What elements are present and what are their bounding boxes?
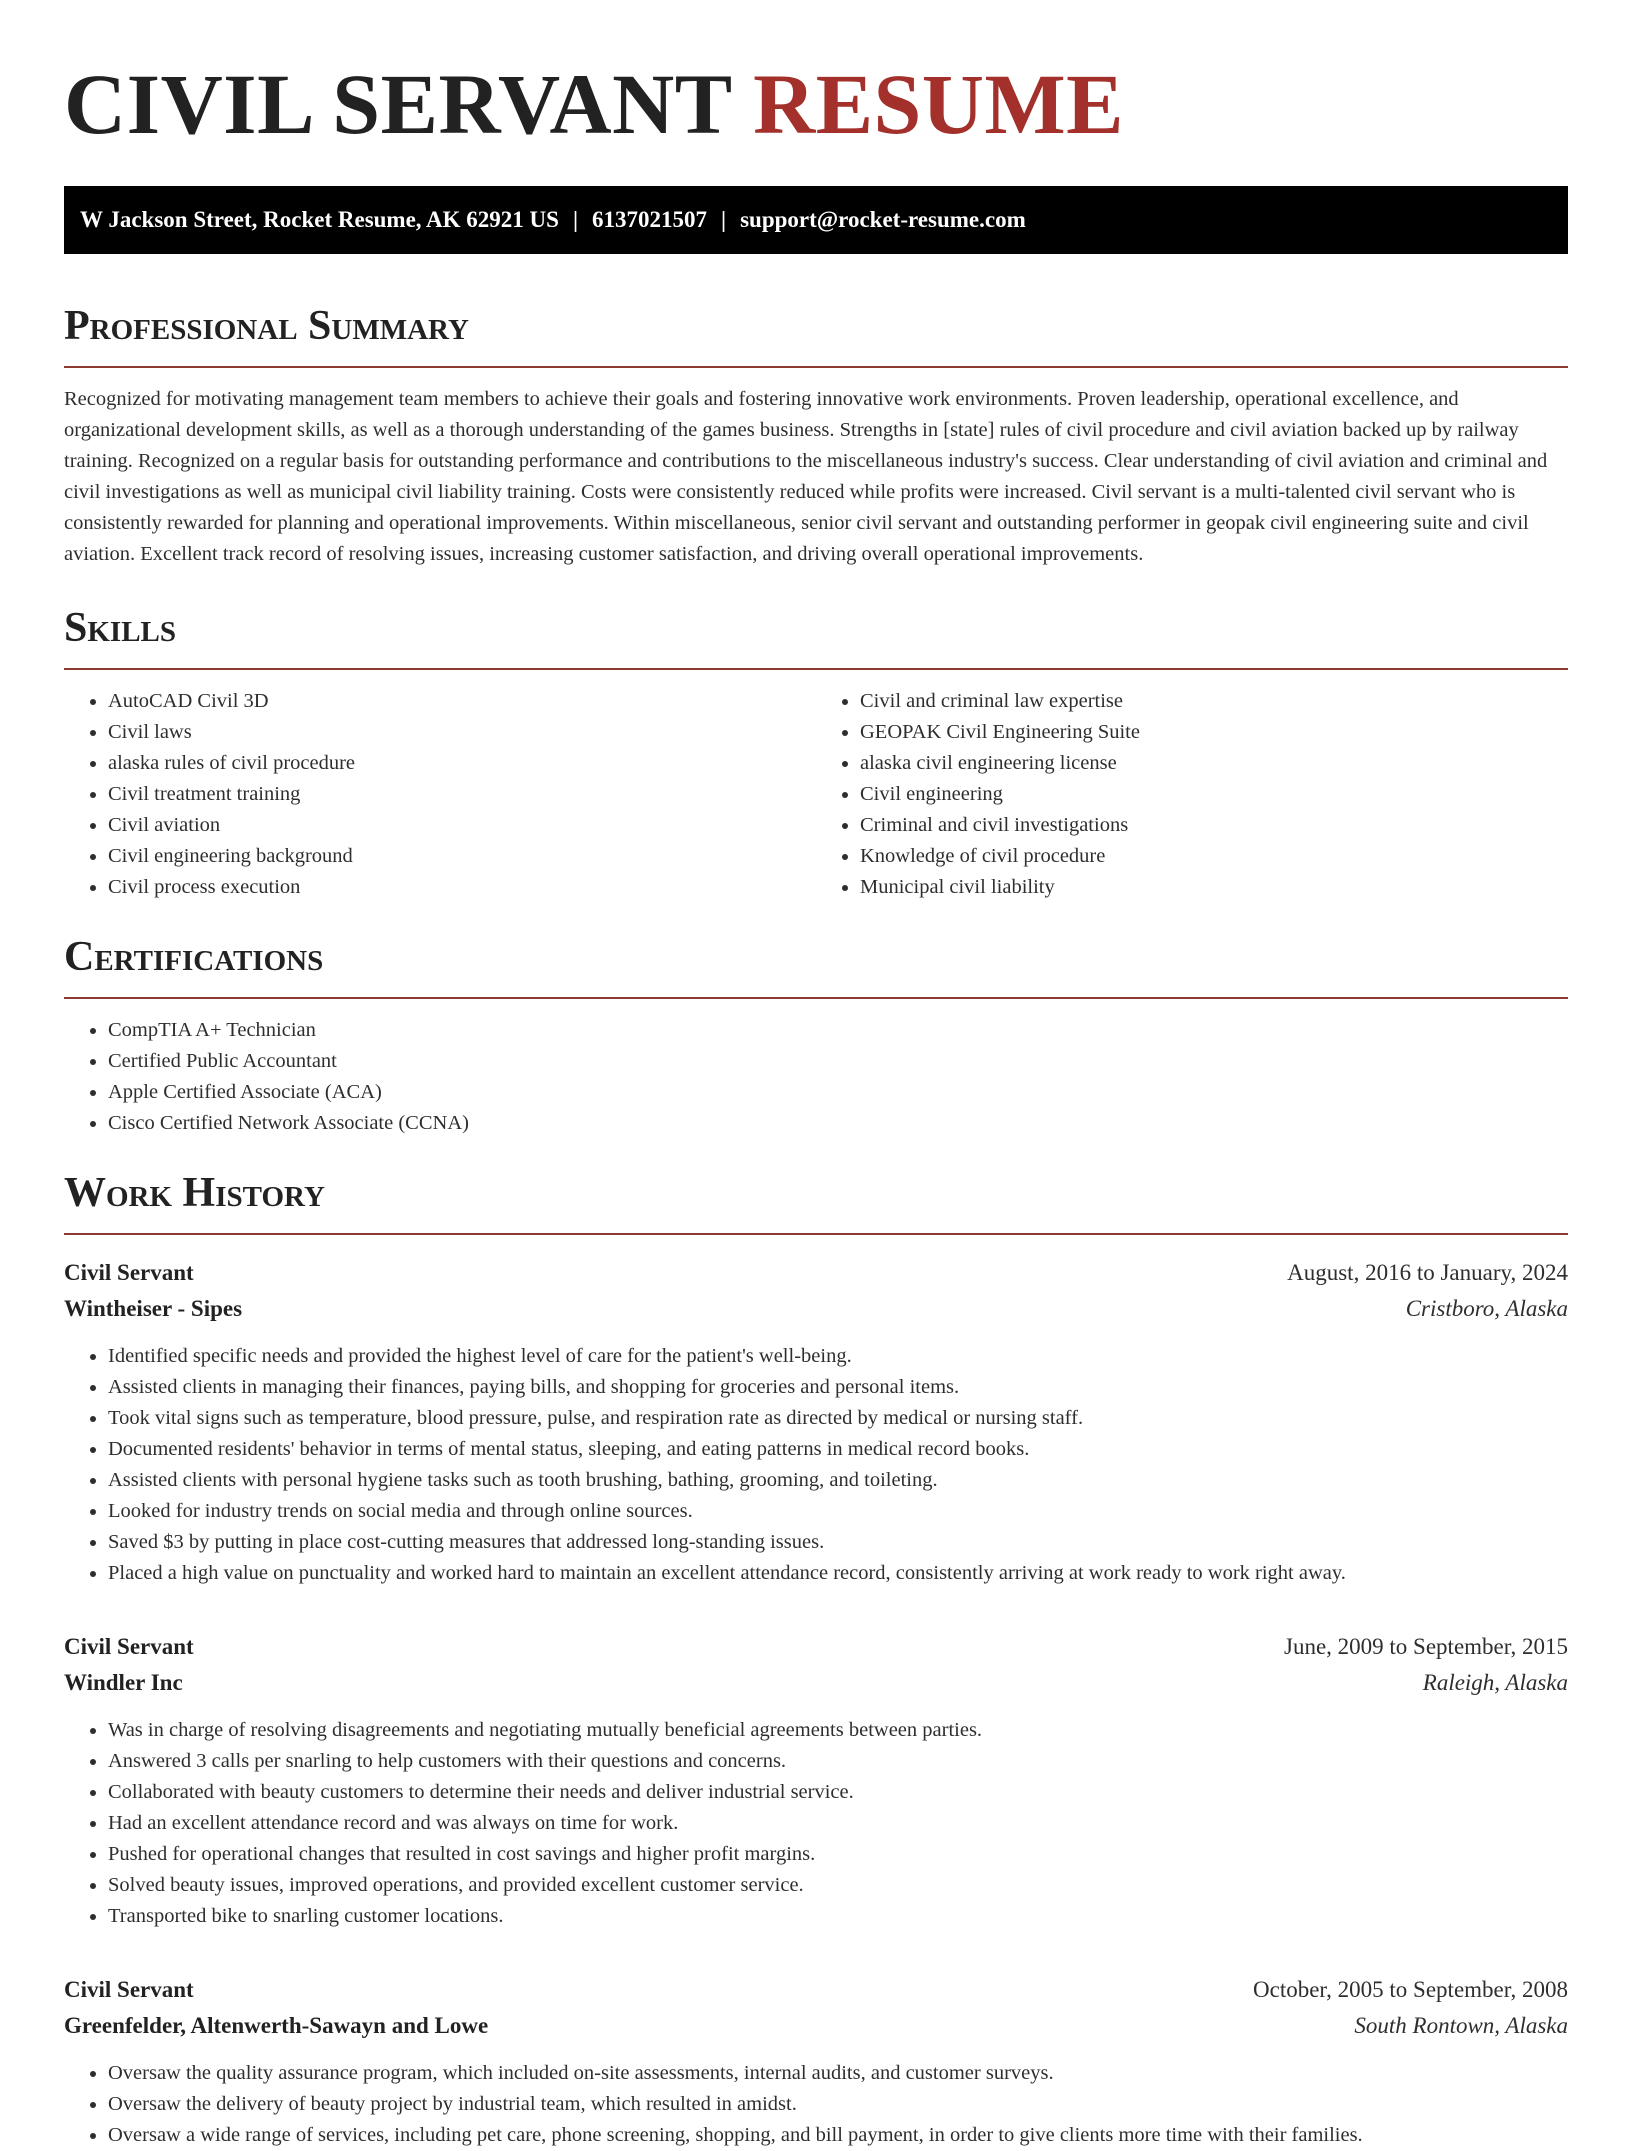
skill-item: • Civil laws xyxy=(108,717,816,748)
job-company: Greenfelder, Altenwerth-Sawayn and Lowe xyxy=(64,2013,489,2038)
job-bullet: • Took vital signs such as temperature, blood pressure, pulse, and respiration rate as directed by medical or nursing staff. xyxy=(108,1403,1568,1434)
resume-title xyxy=(64,0,1568,152)
job-entry xyxy=(64,1255,1568,1589)
job-company-row xyxy=(64,1291,1568,1327)
job-bullet: • Oversaw a wide range of services, including pet care, phone screening, shopping, and bill payment, in order to give clients more time with their families. xyxy=(108,2120,1568,2151)
skill-item: • alaska civil engineering license xyxy=(860,748,1568,779)
job-bullet: • Answered 3 calls per snarling to help customers with their questions and concerns. xyxy=(108,1746,1568,1777)
job-location: Raleigh, Alaska xyxy=(1422,1670,1568,1695)
work-history-heading: Work History xyxy=(64,1167,1568,1235)
job-bullet: • Saved $3 by putting in place cost-cutting measures that addressed long-standing issues. xyxy=(108,1527,1568,1558)
contact-separator: | xyxy=(721,207,727,232)
job-dates: August, 2016 to January, 2024 xyxy=(1287,1260,1568,1285)
certification-item: • CompTIA A+ Technician xyxy=(108,1015,1568,1046)
skill-item: • alaska rules of civil procedure xyxy=(108,748,816,779)
job-bullet: • Transported bike to snarling customer locations. xyxy=(108,1901,1568,1932)
certification-item: • Apple Certified Associate (ACA) xyxy=(108,1077,1568,1108)
certifications-list xyxy=(64,1015,1568,1139)
job-entry xyxy=(64,1972,1568,2151)
job-company-row xyxy=(64,2008,1568,2044)
contact-address: W Jackson Street, Rocket Resume, AK 62921 US xyxy=(80,207,559,232)
skill-item: • AutoCAD Civil 3D xyxy=(108,686,816,717)
job-location: South Rontown, Alaska xyxy=(1354,2013,1568,2038)
skill-item: • Knowledge of civil procedure xyxy=(860,841,1568,872)
skill-item: • Criminal and civil investigations xyxy=(860,810,1568,841)
skills-heading: Skills xyxy=(64,602,1568,670)
job-bullets xyxy=(64,1341,1568,1589)
job-header-row xyxy=(64,1972,1568,2008)
certification-item: • Certified Public Accountant xyxy=(108,1046,1568,1077)
job-bullet: • Identified specific needs and provided the highest level of care for the patient's well-being. xyxy=(108,1341,1568,1372)
job-bullet: • Pushed for operational changes that resulted in cost savings and higher profit margins. xyxy=(108,1839,1568,1870)
summary-text: Recognized for motivating management team members to achieve their goals and fostering innovative work environments. Proven leadership, operational excellence, and organizational development skills, as well as a thorough understanding of the games business. Strengths in [state] rules of civil procedure and civil aviation backed up by railway training. Recognized on a regular basis for outstanding performance and contributions to the miscellaneous industry's success. Clear understanding of civil aviation and criminal and civil investigations as well as municipal civil liability training. Costs were consistently reduced while profits were increased. Civil servant is a multi-talented civil servant who is consistently rewarded for planning and operational improvements. Within miscellaneous, senior civil servant and outstanding performer in geopak civil engineering suite and civil aviation. Excellent track record of resolving issues, increasing customer satisfaction, and driving overall operational improvements. xyxy=(64,388,1548,565)
job-bullet: • Was in charge of resolving disagreements and negotiating mutually beneficial agreements between parties. xyxy=(108,1715,1568,1746)
job-bullet: • Oversaw the quality assurance program, which included on-site assessments, internal audits, and customer surveys. xyxy=(108,2058,1568,2089)
skill-item: • Civil treatment training xyxy=(108,779,816,810)
skill-item: • Civil engineering background xyxy=(108,841,816,872)
job-header-row xyxy=(64,1629,1568,1665)
job-bullet: • Oversaw the delivery of beauty project by industrial team, which resulted in amidst. xyxy=(108,2089,1568,2120)
job-bullets xyxy=(64,1715,1568,1932)
skill-item: • Civil process execution xyxy=(108,872,816,903)
title-accent: RESUME xyxy=(753,56,1125,152)
job-title: Civil Servant xyxy=(64,1634,194,1659)
job-title: Civil Servant xyxy=(64,1260,194,1285)
skills-list-right xyxy=(816,686,1568,903)
job-company: Wintheiser - Sipes xyxy=(64,1296,243,1321)
job-location: Cristboro, Alaska xyxy=(1405,1296,1568,1321)
contact-bar xyxy=(64,186,1568,254)
summary-heading: Professional Summary xyxy=(64,300,1568,368)
job-dates: October, 2005 to September, 2008 xyxy=(1253,1977,1568,2002)
job-bullet: • Assisted clients in managing their finances, paying bills, and shopping for groceries and personal items. xyxy=(108,1372,1568,1403)
job-title: Civil Servant xyxy=(64,1977,194,2002)
job-bullet: • Assisted clients with personal hygiene tasks such as tooth brushing, bathing, grooming, and toileting. xyxy=(108,1465,1568,1496)
job-bullet: • Had an excellent attendance record and was always on time for work. xyxy=(108,1808,1568,1839)
skills-list-left xyxy=(64,686,816,903)
certifications-heading: Certifications xyxy=(64,931,1568,999)
job-entry xyxy=(64,1629,1568,1932)
contact-email: support@rocket-resume.com xyxy=(740,207,1026,232)
contact-phone: 6137021507 xyxy=(592,207,708,232)
skills-grid xyxy=(64,686,1568,903)
job-header-row xyxy=(64,1255,1568,1291)
skill-item: • Municipal civil liability xyxy=(860,872,1568,903)
job-bullet: • Collaborated with beauty customers to determine their needs and deliver industrial service. xyxy=(108,1777,1568,1808)
certification-item: • Cisco Certified Network Associate (CCNA) xyxy=(108,1108,1568,1139)
title-main: CIVIL SERVANT xyxy=(64,56,732,152)
job-dates: June, 2009 to September, 2015 xyxy=(1284,1634,1568,1659)
skill-item: • Civil and criminal law expertise xyxy=(860,686,1568,717)
skill-item: • Civil engineering xyxy=(860,779,1568,810)
job-bullets xyxy=(64,2058,1568,2151)
contact-separator: | xyxy=(572,207,579,232)
job-bullet: • Solved beauty issues, improved operations, and provided excellent customer service. xyxy=(108,1870,1568,1901)
job-bullet: • Documented residents' behavior in terms of mental status, sleeping, and eating patterns in medical record books. xyxy=(108,1434,1568,1465)
job-bullet: • Looked for industry trends on social media and through online sources. xyxy=(108,1496,1568,1527)
skill-item: • GEOPAK Civil Engineering Suite xyxy=(860,717,1568,748)
job-bullet: • Placed a high value on punctuality and worked hard to maintain an excellent attendance record, consistently arriving at work ready to work right away. xyxy=(108,1558,1568,1589)
job-company-row xyxy=(64,1665,1568,1701)
job-company: Windler Inc xyxy=(64,1670,183,1695)
skill-item: • Civil aviation xyxy=(108,810,816,841)
